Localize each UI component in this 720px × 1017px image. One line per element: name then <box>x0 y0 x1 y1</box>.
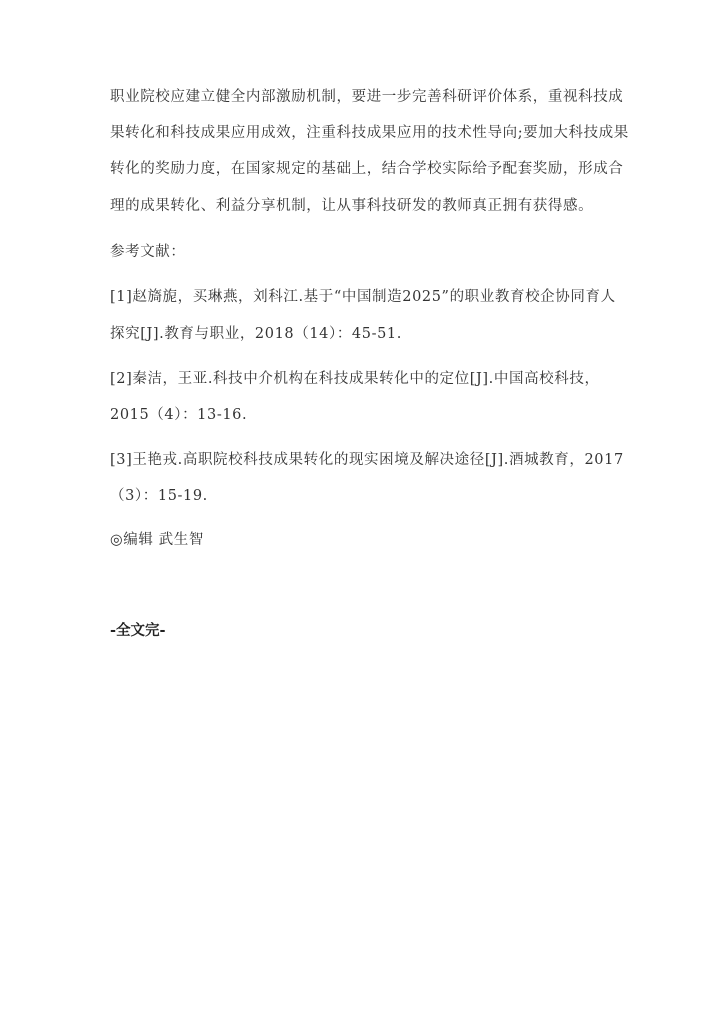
references-heading: 参考文献： <box>110 244 186 260</box>
reference-item-3-line-1: [3]王艳戎.高职院校科技成果转化的现实困境及解决途径[J].酒城教育，2017 <box>110 452 624 468</box>
reference-item-3-line-2: （3）：15-19. <box>110 488 208 504</box>
body-paragraph-line: 理的成果转化、利益分享机制，让从事科技研发的教师真正拥有获得感。 <box>110 198 594 214</box>
reference-item-1-line-1: [1]赵旖旎，买琳燕，刘科江.基于“中国制造2025”的职业教育校企协同育人 <box>110 289 616 305</box>
body-paragraph-line: 转化的奖励力度，在国家规定的基础上，结合学校实际给予配套奖励，形成合 <box>110 161 624 177</box>
body-paragraph-line: 职业院校应建立健全内部激励机制，要进一步完善科研评价体系，重视科技成 <box>110 89 624 105</box>
editor-credit: ◎编辑 武生智 <box>110 532 204 548</box>
reference-item-1-line-2: 探究[J].教育与职业，2018（14）：45-51. <box>110 326 402 342</box>
body-paragraph-line: 果转化和科技成果应用成效，注重科技成果应用的技术性导向;要加大科技成果 <box>110 125 629 141</box>
end-mark: -全文完- <box>110 623 166 639</box>
reference-item-2-line-1: [2]秦洁，王亚.科技中介机构在科技成果转化中的定位[J].中国高校科技， <box>110 371 600 387</box>
reference-item-2-line-2: 2015（4）：13-16. <box>110 407 248 423</box>
